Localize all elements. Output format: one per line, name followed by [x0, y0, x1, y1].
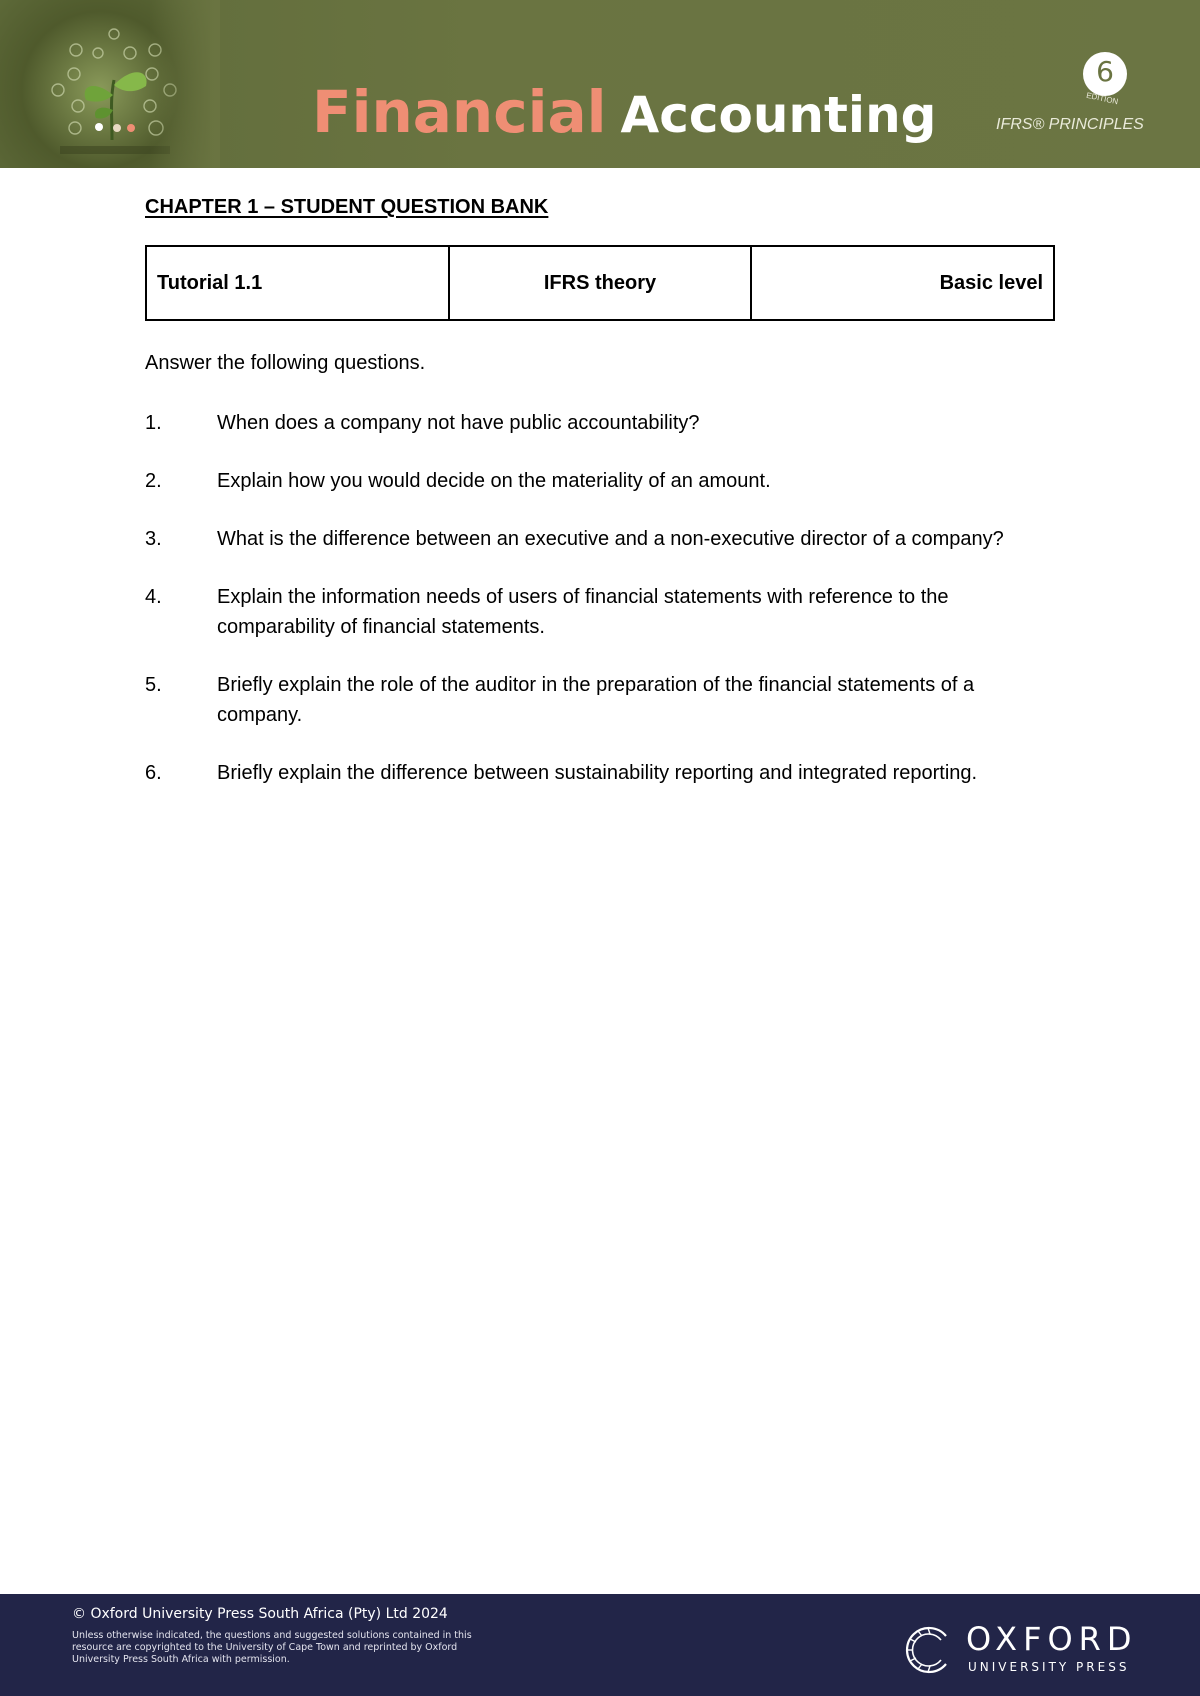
disclaimer-text: Unless otherwise indicated, the questions and suggested solutions contained in this resource are copyrighted to the University of Cape Town and reprinted by Oxford University Press South Africa with permission.	[72, 1630, 472, 1665]
question-number: 1.	[145, 412, 162, 434]
edition-badge: 6	[1083, 52, 1127, 96]
instructions: Answer the following questions.	[145, 352, 426, 374]
tutorial-level: Basic level	[750, 247, 1053, 319]
tutorial-id: Tutorial 1.1	[157, 271, 263, 294]
question-item	[145, 466, 1055, 496]
question-list	[145, 408, 1055, 816]
question-item	[145, 582, 1055, 642]
chapter-heading: CHAPTER 1 – STUDENT QUESTION BANK	[145, 196, 549, 218]
ifrs-principles-tag: IFRS® PRINCIPLES	[996, 116, 1144, 133]
question-item	[145, 524, 1055, 554]
question-number: 4.	[145, 586, 162, 608]
publisher-name: OXFORD	[966, 1620, 1138, 1658]
header-banner	[0, 0, 1200, 168]
oxford-logo-icon	[900, 1622, 956, 1678]
question-item	[145, 408, 1055, 438]
question-number: 5.	[145, 674, 162, 696]
question-item	[145, 758, 1055, 788]
tutorial-topic: IFRS theory	[448, 247, 751, 319]
question-text: Briefly explain the role of the auditor in the preparation of the financial statements of a company.	[217, 674, 975, 726]
question-text: Explain how you would decide on the materiality of an amount.	[217, 470, 771, 492]
question-text: Explain the information needs of users of financial statements with reference to the comparability of financial statements.	[217, 586, 949, 638]
question-text: What is the difference between an executive and a non-executive director of a company?	[217, 528, 1004, 550]
edition-label: EDITION	[1085, 90, 1120, 107]
publisher-subname: UNIVERSITY PRESS	[968, 1660, 1130, 1674]
book-title	[312, 78, 936, 146]
question-number: 2.	[145, 470, 162, 492]
tutorial-info-table	[145, 245, 1055, 321]
question-text: When does a company not have public accountability?	[217, 412, 700, 434]
title-accounting: Accounting	[620, 86, 937, 144]
footer	[0, 1594, 1200, 1696]
copyright-notice: © Oxford University Press South Africa (Pty) Ltd 2024	[72, 1606, 448, 1622]
question-number: 3.	[145, 528, 162, 550]
question-item	[145, 670, 1055, 730]
question-text: Briefly explain the difference between sustainability reporting and integrated reporting.	[217, 762, 978, 784]
title-financial: Financial	[312, 78, 607, 146]
question-number: 6.	[145, 762, 162, 784]
